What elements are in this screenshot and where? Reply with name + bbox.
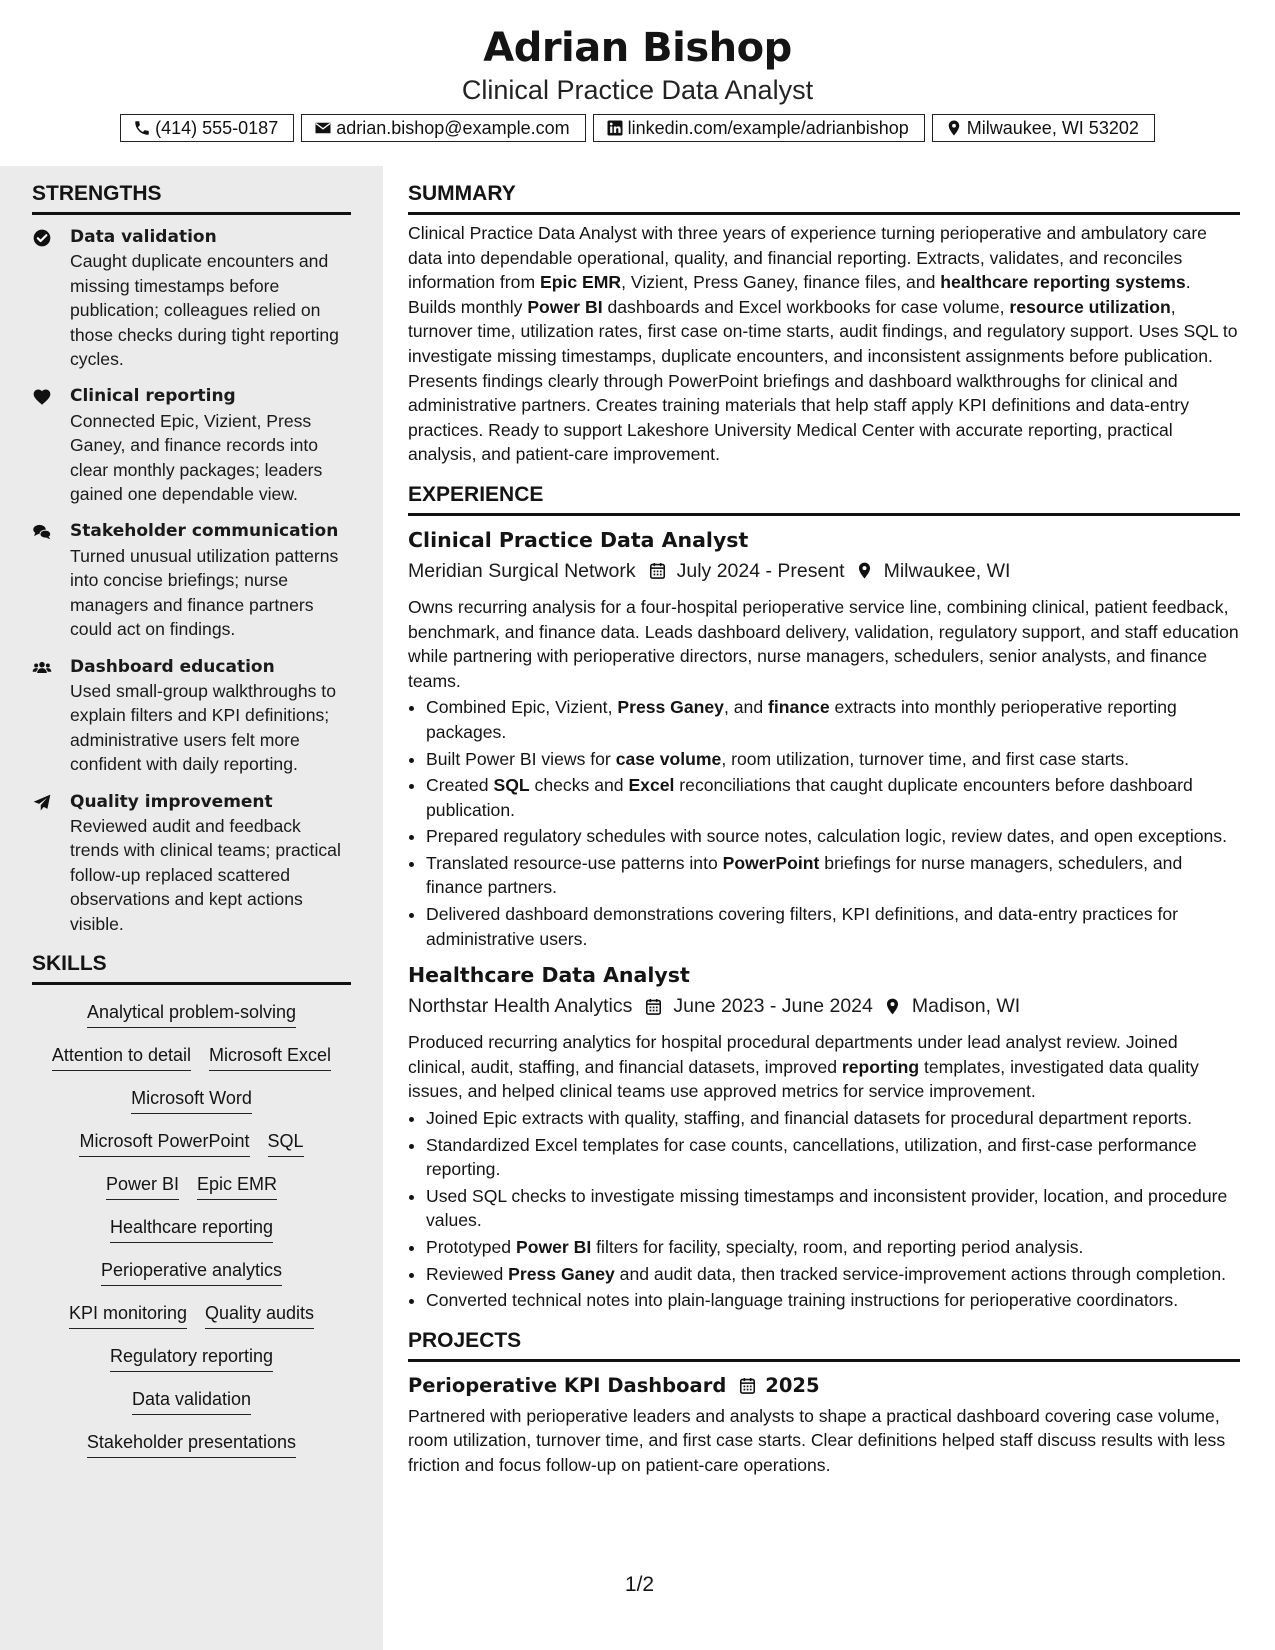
text-run: templates, investigated data quality issues, and helped clinical teams use approved metrics for service improvement.	[408, 1056, 1199, 1102]
check-circle-icon	[32, 228, 52, 248]
project-entry	[408, 1372, 1240, 1478]
candidate-name: Adrian Bishop	[483, 25, 792, 71]
bold-keyword: PowerPoint	[722, 852, 820, 873]
job-meta	[408, 557, 1240, 585]
bold-keyword: Power BI	[515, 1237, 592, 1257]
strength-text: Caught duplicate encounters and missing timestamps before publication; colleagues relied on those checks during tight reporting cycles.	[70, 251, 339, 370]
job-bullet	[426, 1133, 1240, 1182]
text-run: Produced recurring analytics for hospital procedural departments under lead analyst review. Joined clinical, audit, staffing, and financial datasets, improved	[408, 1032, 1178, 1077]
bold-keyword: Press Ganey	[508, 1263, 615, 1284]
skill-tag: Analytical problem-solving	[87, 999, 296, 1028]
text-run: filters for facility, specialty, room, and reporting period analysis.	[591, 1237, 1084, 1257]
text-run: Joined Epic extracts with quality, staffing, and financial datasets for procedural department reports.	[426, 1108, 1193, 1129]
projects-heading: PROJECTS	[408, 1327, 1240, 1362]
job-bullet	[426, 902, 1240, 951]
text-run: Delivered dashboard demonstrations covering filters, KPI definitions, and data-entry practices for administrative users.	[426, 904, 1179, 949]
job-bullet	[426, 1288, 1240, 1313]
envelope-icon	[314, 119, 332, 137]
text-run: , room utilization, turnover time, and first case starts.	[721, 748, 1130, 769]
skill-row	[132, 1386, 251, 1415]
skill-row	[87, 1429, 296, 1458]
job-entry	[408, 961, 1240, 1313]
skill-tag: Microsoft Excel	[209, 1042, 331, 1071]
skill-tag: Epic EMR	[197, 1171, 277, 1200]
strength-title: Quality improvement	[70, 791, 273, 812]
bold-keyword: healthcare reporting systems	[940, 272, 1186, 293]
text-run: Prepared regulatory schedules with source notes, calculation logic, review dates, and open exceptions.	[426, 826, 1227, 847]
skills-list	[32, 999, 351, 1458]
job-bullet	[426, 1235, 1240, 1260]
calendar-icon	[644, 997, 663, 1016]
skill-tag: Healthcare reporting	[110, 1214, 273, 1243]
text-run: Clinical Practice Data Analyst with three years of experience turning perioperative and ambulatory care data into dependable operational, quality, and financial reporting. Extracts, validates, and reconciles information from	[408, 223, 1207, 293]
skill-row	[79, 1128, 303, 1157]
contact-location	[932, 114, 1155, 142]
text-run: briefings for nurse managers, schedulers, and finance partners.	[426, 852, 1183, 898]
text-run: Translated resource-use patterns into	[426, 852, 723, 873]
text-run: Prototyped	[426, 1237, 516, 1257]
job-bullet	[426, 1184, 1240, 1233]
bold-keyword: Press Ganey	[617, 697, 724, 718]
contact-email[interactable]	[301, 114, 585, 142]
job-dates: June 2023 - June 2024	[673, 995, 873, 1018]
main-content	[408, 166, 1240, 1478]
contact-phone-text: (414) 555-0187	[155, 117, 279, 138]
strength-item	[32, 790, 351, 936]
strength-title: Data validation	[70, 227, 217, 247]
job-bullet	[426, 695, 1240, 744]
job-bullet	[426, 851, 1240, 900]
skill-row	[101, 1257, 282, 1286]
project-name: Perioperative KPI Dashboard	[408, 1373, 727, 1397]
job-bullet	[426, 824, 1240, 849]
job-company: Northstar Health Analytics	[408, 995, 633, 1018]
skills-heading: SKILLS	[32, 950, 351, 985]
strengths-heading: STRENGTHS	[32, 180, 351, 215]
project-year: 2025	[765, 1373, 820, 1397]
strength-item	[32, 655, 351, 777]
job-bullets	[408, 1106, 1240, 1313]
candidate-title: Clinical Practice Data Analyst	[461, 75, 814, 105]
bold-keyword: SQL	[493, 775, 530, 796]
job-description	[408, 1030, 1240, 1104]
heart-icon	[32, 387, 52, 407]
strength-title: Stakeholder communication	[70, 521, 339, 542]
strength-title: Dashboard education	[70, 656, 275, 677]
skill-tag: Microsoft Word	[131, 1085, 252, 1114]
contact-phone[interactable]	[120, 114, 294, 142]
users-icon	[32, 658, 52, 678]
page-number	[0, 1573, 1275, 1597]
text-run: , and	[723, 697, 769, 718]
bold-keyword: reporting	[841, 1056, 920, 1077]
skill-tag: KPI monitoring	[69, 1300, 187, 1329]
map-pin-icon	[855, 561, 874, 580]
strength-text: Reviewed audit and feedback trends with clinical teams; practical follow-up replaced scattered observations and kept actions visible.	[70, 815, 341, 934]
skill-tag: Power BI	[106, 1171, 179, 1200]
text-run: Standardized Excel templates for case counts, cancellations, utilization, and first-case performance reporting.	[426, 1134, 1197, 1180]
experience-heading: EXPERIENCE	[408, 481, 1240, 516]
strength-text: Used small-group walkthroughs to explain filters and KPI definitions; administrative users felt more confident with daily reporting.	[70, 680, 336, 775]
text-run: extracts into monthly perioperative reporting packages.	[426, 697, 1177, 742]
sidebar	[0, 166, 383, 1650]
strength-title: Clinical reporting	[70, 386, 236, 407]
skill-tag: Perioperative analytics	[101, 1257, 282, 1286]
skill-tag: Data validation	[132, 1386, 251, 1415]
phone-icon	[133, 119, 151, 137]
map-pin-icon	[945, 119, 963, 137]
strength-item	[32, 384, 351, 506]
skill-tag: Regulatory reporting	[110, 1343, 273, 1372]
job-description: Owns recurring analysis for a four-hospital perioperative service line, combining clinical, patient feedback, benchmark, and finance data. Leads dashboard delivery, validation, regulatory support, and staff education while partnering with perioperative directors, nurse managers, schedulers, senior analysts, and finance teams.	[408, 596, 1239, 691]
job-dates: July 2024 - Present	[676, 559, 845, 582]
linkedin-icon	[606, 119, 624, 137]
text-run: . Builds monthly	[408, 272, 1191, 317]
summary-heading: SUMMARY	[408, 180, 1240, 215]
bold-keyword: Power BI	[527, 296, 603, 317]
bold-keyword: case volume	[615, 748, 722, 769]
paper-plane-icon	[32, 793, 52, 813]
text-run: , Vizient, Press Ganey, finance files, and	[621, 272, 941, 293]
text-run: Used SQL checks to investigate missing timestamps and inconsistent provider, location, and procedure values.	[426, 1185, 1228, 1231]
strength-text: Turned unusual utilization patterns into concise briefings; nurse managers and finance partners could act on findings.	[70, 545, 339, 640]
text-run: , turnover time, utilization rates, first case on-time starts, audit findings, and regulatory support. Uses SQL to investigate missing timestamps, duplicate encounters, and inconsistent assignments before publication. Presents findings clearly through PowerPoint briefings and dashboard walkthroughs for clinical and administrative partners. Creates training materials that help staff apply KPI definitions and data-entry practices. Ready to support Lakeshore University Medical Center with accurate reporting, practical analysis, and patient-care improvement.	[408, 296, 1238, 465]
contact-email-text: adrian.bishop@example.com	[336, 117, 570, 138]
text-run: dashboards and Excel workbooks for case volume,	[602, 296, 1010, 317]
skill-row	[87, 999, 296, 1028]
job-bullet	[426, 1262, 1240, 1287]
resume-header	[0, 22, 1275, 142]
job-entry	[408, 526, 1240, 951]
calendar-icon	[648, 561, 667, 580]
bold-keyword: Excel	[628, 775, 675, 796]
summary-text	[408, 221, 1240, 467]
skill-tag: Quality audits	[205, 1300, 314, 1329]
project-header	[408, 1372, 1240, 1400]
project-description: Partnered with perioperative leaders and analysts to shape a practical dashboard covering case volume, room utilization, turnover time, and first case starts. Clear definitions helped staff discuss results with less friction and focus follow-up on patient-care operations.	[408, 1405, 1226, 1475]
text-run: Reviewed	[426, 1263, 509, 1284]
bold-keyword: finance	[768, 697, 830, 718]
job-bullet	[426, 1106, 1240, 1131]
skill-row	[52, 1042, 331, 1071]
job-bullet	[426, 773, 1240, 822]
calendar-icon	[738, 1376, 757, 1395]
strength-text: Connected Epic, Vizient, Press Ganey, and finance records into clear monthly packages; leaders gained one dependable view.	[70, 410, 323, 505]
bold-keyword: resource utilization	[1009, 296, 1171, 317]
skill-row	[110, 1214, 273, 1243]
text-run: Combined Epic, Vizient,	[426, 697, 618, 718]
contact-location-text: Milwaukee, WI 53202	[966, 117, 1139, 138]
bold-keyword: Epic EMR	[540, 272, 622, 293]
text-run: checks and	[529, 775, 629, 796]
text-run: Built Power BI views for	[426, 748, 616, 769]
skill-row	[69, 1300, 314, 1329]
skill-row	[110, 1343, 273, 1372]
skill-tag: Attention to detail	[52, 1042, 191, 1071]
strength-item	[32, 519, 351, 641]
comments-icon	[32, 522, 52, 542]
skill-tag: Stakeholder presentations	[87, 1429, 296, 1458]
job-meta	[408, 992, 1240, 1020]
job-company: Meridian Surgical Network	[408, 559, 636, 582]
skill-row	[131, 1085, 252, 1114]
contact-linkedin[interactable]	[593, 114, 925, 142]
text-run: Created	[426, 775, 494, 796]
job-title: Clinical Practice Data Analyst	[408, 527, 749, 552]
text-run: Converted technical notes into plain-language training instructions for perioperative coordinators.	[426, 1290, 1179, 1311]
map-pin-icon	[883, 997, 902, 1016]
text-run: reconciliations that caught duplicate encounters before dashboard publication.	[426, 775, 1193, 820]
skill-tag: Microsoft PowerPoint	[79, 1128, 249, 1157]
job-location: Milwaukee, WI	[883, 559, 1011, 582]
skill-tag: SQL	[268, 1128, 304, 1157]
strength-item	[32, 225, 351, 371]
contact-linkedin-text: linkedin.com/example/adrianbishop	[627, 117, 909, 138]
job-title: Healthcare Data Analyst	[408, 963, 690, 988]
job-bullets	[408, 695, 1240, 951]
text-run: and audit data, then tracked service-improvement actions through completion.	[614, 1263, 1227, 1284]
job-location: Madison, WI	[911, 995, 1021, 1018]
page-number-text: 1/2	[624, 1573, 655, 1596]
skill-row	[106, 1171, 277, 1200]
job-bullet	[426, 747, 1240, 772]
strengths-list	[32, 225, 351, 936]
contact-bar	[0, 114, 1275, 142]
